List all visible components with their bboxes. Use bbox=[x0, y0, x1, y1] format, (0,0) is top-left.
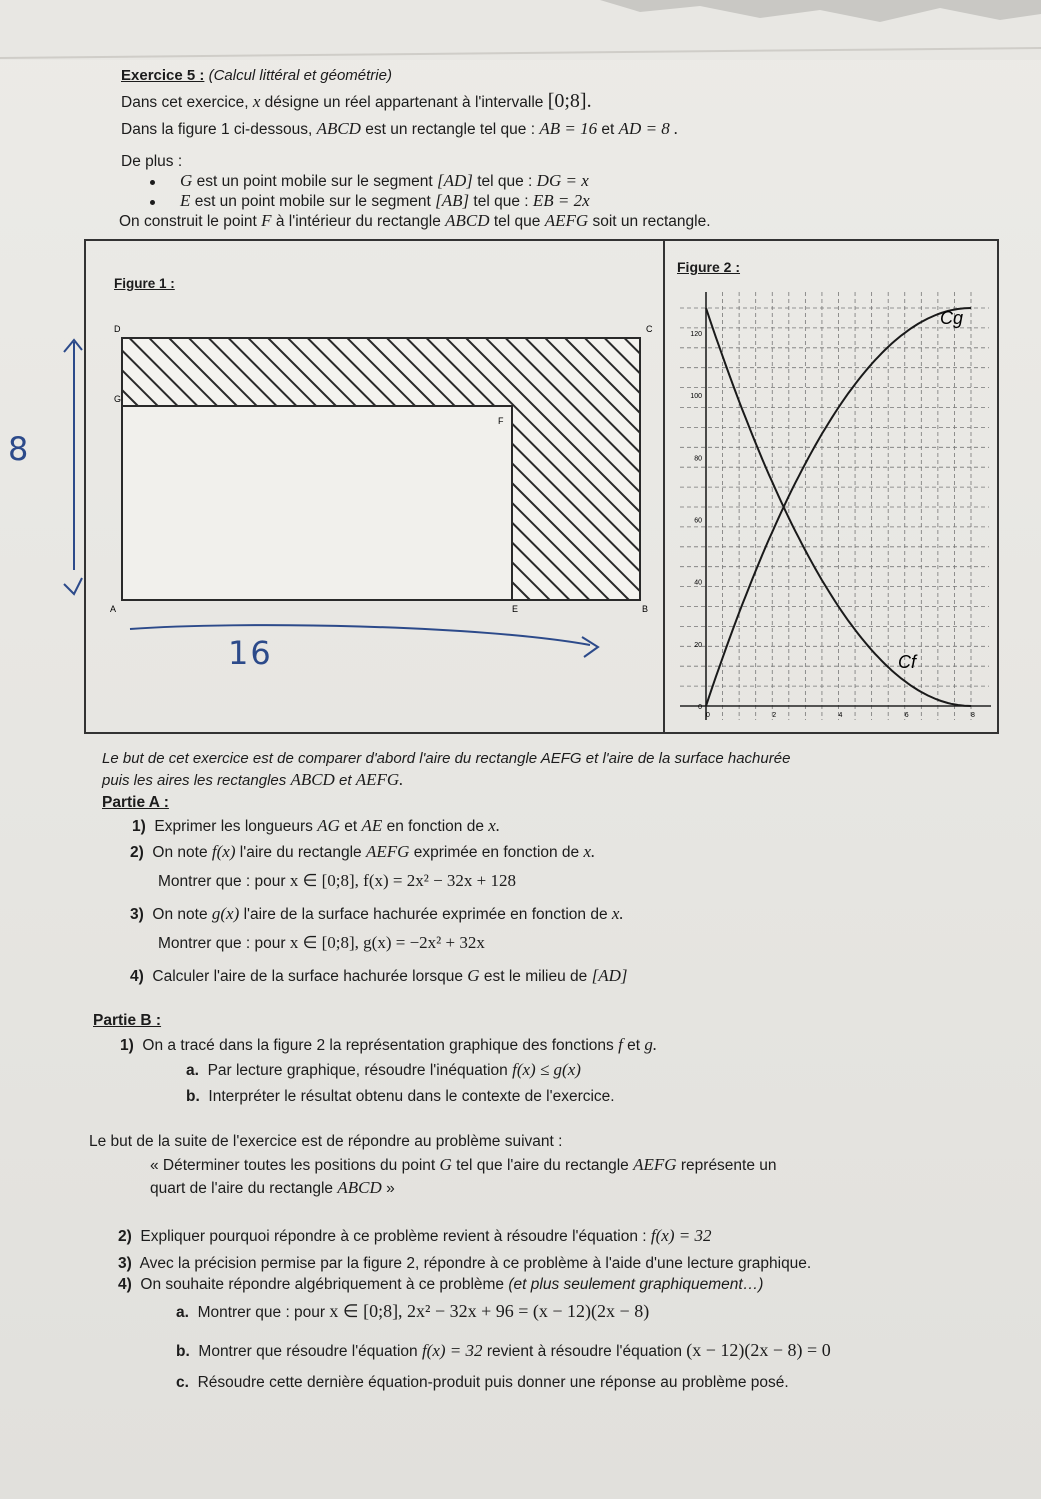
goal-text: et bbox=[339, 772, 352, 789]
rect-aefg: AEFG bbox=[544, 211, 589, 230]
exercise-number: Exercice 5 : bbox=[121, 67, 205, 84]
question-text: en fonction de bbox=[386, 818, 484, 835]
construct-line bbox=[119, 211, 711, 231]
question-number: 3) bbox=[130, 906, 144, 923]
segment-ad: [AD] bbox=[591, 966, 628, 985]
goal-line-1: Le but de cet exercice est de comparer d'abord l'aire du rectangle AEFG et l'aire de la surface hachurée bbox=[102, 750, 791, 767]
rect-abcd: ABCD bbox=[337, 1178, 382, 1197]
label-a: A bbox=[110, 604, 117, 614]
x-tick-label: 8 bbox=[971, 712, 975, 719]
subquestion-letter: c. bbox=[176, 1374, 189, 1391]
y-tick-label: 60 bbox=[694, 517, 702, 525]
eq-ad: AD = 8 . bbox=[618, 119, 679, 138]
intro-text: Dans cet exercice, bbox=[121, 94, 249, 111]
figure-2-label: Figure 2 : bbox=[677, 259, 741, 275]
exercise-topic: (Calcul littéral et géométrie) bbox=[208, 67, 392, 84]
partB-q1a bbox=[186, 1060, 581, 1080]
label-b: B bbox=[642, 604, 649, 614]
eq-ab: AB = 16 bbox=[539, 119, 598, 138]
partie-a-title: Partie A : bbox=[102, 794, 169, 811]
y-tick-label: 120 bbox=[690, 330, 702, 338]
inequation: f(x) ≤ g(x) bbox=[512, 1060, 581, 1079]
var-x: x. bbox=[488, 816, 501, 835]
point-g: G bbox=[467, 966, 480, 985]
question-number: 3) bbox=[118, 1255, 132, 1272]
func-f: f(x) bbox=[211, 842, 236, 861]
func-f: f bbox=[618, 1035, 623, 1054]
intro-line-1 bbox=[121, 92, 592, 112]
question-text: et bbox=[344, 818, 358, 835]
bullet-icon bbox=[150, 200, 155, 205]
equation-f-32: f(x) = 32 bbox=[421, 1341, 483, 1360]
partB-q3 bbox=[118, 1254, 811, 1273]
partB-aim: Le but de la suite de l'exercice est de répondre au problème suivant : bbox=[89, 1133, 563, 1150]
partB-q4c bbox=[176, 1373, 789, 1392]
bullet-text: est un point mobile sur le segment bbox=[194, 193, 431, 210]
rect-abcd: ABCD bbox=[316, 119, 361, 138]
intro-interval: [0;8]. bbox=[547, 90, 592, 112]
subquestion-letter: a. bbox=[176, 1304, 189, 1321]
product-equation: (x − 12)(2x − 8) = 0 bbox=[686, 1340, 831, 1360]
bullet-g bbox=[180, 171, 589, 191]
figures-divider bbox=[663, 239, 665, 734]
rect-abcd: ABCD bbox=[445, 211, 490, 230]
label-e: E bbox=[512, 604, 519, 614]
equation-f-32: f(x) = 32 bbox=[650, 1226, 712, 1245]
subquestion-letter: b. bbox=[176, 1343, 190, 1360]
y-tick-label: 100 bbox=[690, 393, 702, 401]
question-number: 2) bbox=[118, 1228, 132, 1245]
partB-quote-2 bbox=[150, 1178, 395, 1198]
bullet-text: tel que : bbox=[477, 173, 533, 190]
intro-var-x: x bbox=[252, 92, 261, 111]
question-text: Montrer que : pour bbox=[158, 935, 286, 952]
quote-text: » bbox=[386, 1180, 395, 1197]
question-text: revient à résoudre l'équation bbox=[486, 1343, 682, 1360]
var-x: x. bbox=[611, 904, 624, 923]
eq-dg: DG = x bbox=[536, 171, 589, 190]
bullet-e bbox=[180, 191, 590, 211]
partA-q3 bbox=[130, 904, 624, 924]
question-text: et bbox=[627, 1037, 641, 1054]
handwritten-brace bbox=[20, 330, 100, 610]
question-text: Par lecture graphique, résoudre l'inéquation bbox=[207, 1062, 508, 1079]
rect-aefg-shape bbox=[122, 406, 512, 600]
handwritten-arrow bbox=[120, 615, 620, 665]
question-text: On note bbox=[152, 844, 208, 861]
rect-abcd: ABCD bbox=[290, 770, 335, 789]
question-text: Interpréter le résultat obtenu dans le contexte de l'exercice. bbox=[208, 1088, 615, 1105]
question-number: 2) bbox=[130, 844, 144, 861]
rect-aefg: AEFG bbox=[365, 842, 410, 861]
partB-q4b bbox=[176, 1341, 831, 1361]
quote-text: « Déterminer toutes les positions du point bbox=[150, 1157, 436, 1174]
segment-ad: [AD] bbox=[436, 171, 473, 190]
question-number: 1) bbox=[120, 1037, 134, 1054]
question-text: On a tracé dans la figure 2 la représentation graphique des fonctions bbox=[142, 1037, 614, 1054]
x-tick-label: 4 bbox=[838, 712, 843, 719]
torn-paper-edge bbox=[0, 0, 1041, 60]
func-g: g. bbox=[644, 1035, 658, 1054]
func-g: g(x) bbox=[211, 904, 240, 923]
question-text: l'aire du rectangle bbox=[239, 844, 362, 861]
construct-text: à l'intérieur du rectangle bbox=[275, 213, 441, 230]
figure-2-chart bbox=[666, 282, 996, 732]
partie-b-title: Partie B : bbox=[93, 1012, 162, 1029]
intro-text: et bbox=[601, 121, 615, 138]
question-number: 4) bbox=[118, 1276, 132, 1293]
goal-text: puis les aires les rectangles bbox=[102, 772, 287, 789]
subquestion-letter: b. bbox=[186, 1088, 200, 1105]
question-text: Expliquer pourquoi répondre à ce problème revient à résoudre l'équation : bbox=[140, 1228, 647, 1245]
partB-q1b bbox=[186, 1087, 615, 1106]
label-cf: Cf bbox=[898, 652, 916, 672]
y-tick-label: 0 bbox=[698, 704, 702, 711]
rect-aefg: AEFG. bbox=[355, 770, 404, 789]
chart-grid bbox=[680, 292, 991, 720]
factorisation-formula: x ∈ [0;8], 2x² − 32x + 96 = (x − 12)(2x − 8) bbox=[329, 1301, 650, 1321]
question-text: Montrer que : pour bbox=[197, 1304, 326, 1321]
x-tick-label: 2 bbox=[772, 712, 777, 719]
question-text: Avec la précision permise par la figure 2, répondre à ce problème à l'aide d'une lecture graphique. bbox=[139, 1255, 812, 1272]
label-d: D bbox=[114, 324, 121, 334]
partA-q1 bbox=[132, 816, 500, 836]
partB-q1 bbox=[120, 1035, 657, 1055]
bullet-text: est un point mobile sur le segment bbox=[196, 173, 433, 190]
y-tick-label: 20 bbox=[694, 641, 702, 649]
y-tick-label: 80 bbox=[694, 455, 702, 463]
quote-text: quart de l'aire du rectangle bbox=[150, 1180, 334, 1197]
formula-f: x ∈ [0;8], f(x) = 2x² − 32x + 128 bbox=[289, 871, 517, 890]
question-text-italic: (et plus seulement graphiquement…) bbox=[508, 1276, 764, 1293]
construct-text: tel que bbox=[493, 213, 541, 230]
x-tick-label: 6 bbox=[904, 712, 909, 719]
bullet-icon bbox=[150, 180, 155, 185]
question-text: exprimée en fonction de bbox=[413, 844, 580, 861]
question-text: Exprimer les longueurs bbox=[154, 818, 313, 835]
intro-text: est un rectangle tel que : bbox=[365, 121, 536, 138]
handwritten-16: 16 bbox=[228, 634, 273, 672]
length-ag: AG bbox=[317, 816, 340, 835]
partB-q4a bbox=[176, 1302, 649, 1322]
x-tick-label: 0 bbox=[706, 712, 710, 719]
length-ae: AE bbox=[361, 816, 383, 835]
partB-q2 bbox=[118, 1226, 711, 1246]
partA-q3-show bbox=[158, 933, 485, 953]
intro-text: Dans la figure 1 ci-dessous, bbox=[121, 121, 313, 138]
segment-ab: [AB] bbox=[435, 191, 470, 210]
formula-g: x ∈ [0;8], g(x) = −2x² + 32x bbox=[289, 933, 485, 952]
partA-q2-show bbox=[158, 871, 516, 891]
de-plus: De plus : bbox=[121, 153, 183, 170]
intro-text: désigne un réel appartenant à l'intervalle bbox=[264, 94, 544, 111]
bullet-text: tel que : bbox=[473, 193, 529, 210]
question-number: 4) bbox=[130, 968, 144, 985]
point-e: E bbox=[180, 191, 191, 210]
quote-text: représente un bbox=[680, 1157, 777, 1174]
figure-1-label: Figure 1 : bbox=[114, 276, 175, 291]
label-cg: Cg bbox=[940, 308, 964, 328]
exercise-title bbox=[121, 66, 392, 85]
point-f: F bbox=[261, 211, 272, 230]
question-text: Montrer que : pour bbox=[158, 873, 286, 890]
subquestion-letter: a. bbox=[186, 1062, 199, 1079]
figure-1-diagram bbox=[100, 310, 660, 630]
handwritten-8: 8 bbox=[8, 430, 29, 468]
question-text: Résoudre cette dernière équation-produit puis donner une réponse au problème posé. bbox=[197, 1374, 789, 1391]
point-g: G bbox=[180, 171, 193, 190]
partB-q4 bbox=[118, 1275, 763, 1294]
var-x: x. bbox=[583, 842, 596, 861]
intro-line-2 bbox=[121, 119, 678, 139]
point-g: G bbox=[439, 1155, 452, 1174]
y-tick-label: 40 bbox=[694, 579, 702, 587]
partB-quote-1 bbox=[150, 1155, 777, 1175]
question-text: est le milieu de bbox=[483, 968, 588, 985]
label-f: F bbox=[498, 416, 504, 426]
eq-eb: EB = 2x bbox=[532, 191, 590, 210]
question-number: 1) bbox=[132, 818, 146, 835]
quote-text: tel que l'aire du rectangle bbox=[456, 1157, 629, 1174]
partA-q2 bbox=[130, 842, 595, 862]
question-text: On souhaite répondre algébriquement à ce problème bbox=[140, 1276, 505, 1293]
rect-aefg: AEFG bbox=[633, 1155, 677, 1174]
label-g: G bbox=[114, 394, 122, 404]
question-text: Montrer que résoudre l'équation bbox=[198, 1343, 418, 1360]
label-c: C bbox=[646, 324, 653, 334]
question-text: l'aire de la surface hachurée exprimée en fonction de bbox=[243, 906, 608, 923]
construct-text: On construit le point bbox=[119, 213, 257, 230]
question-text: On note bbox=[152, 906, 208, 923]
question-text: Calculer l'aire de la surface hachurée lorsque bbox=[152, 968, 463, 985]
x-tick-labels bbox=[706, 712, 975, 719]
partA-q4 bbox=[130, 966, 627, 986]
goal-line-2 bbox=[102, 770, 403, 790]
construct-text: soit un rectangle. bbox=[592, 213, 711, 230]
